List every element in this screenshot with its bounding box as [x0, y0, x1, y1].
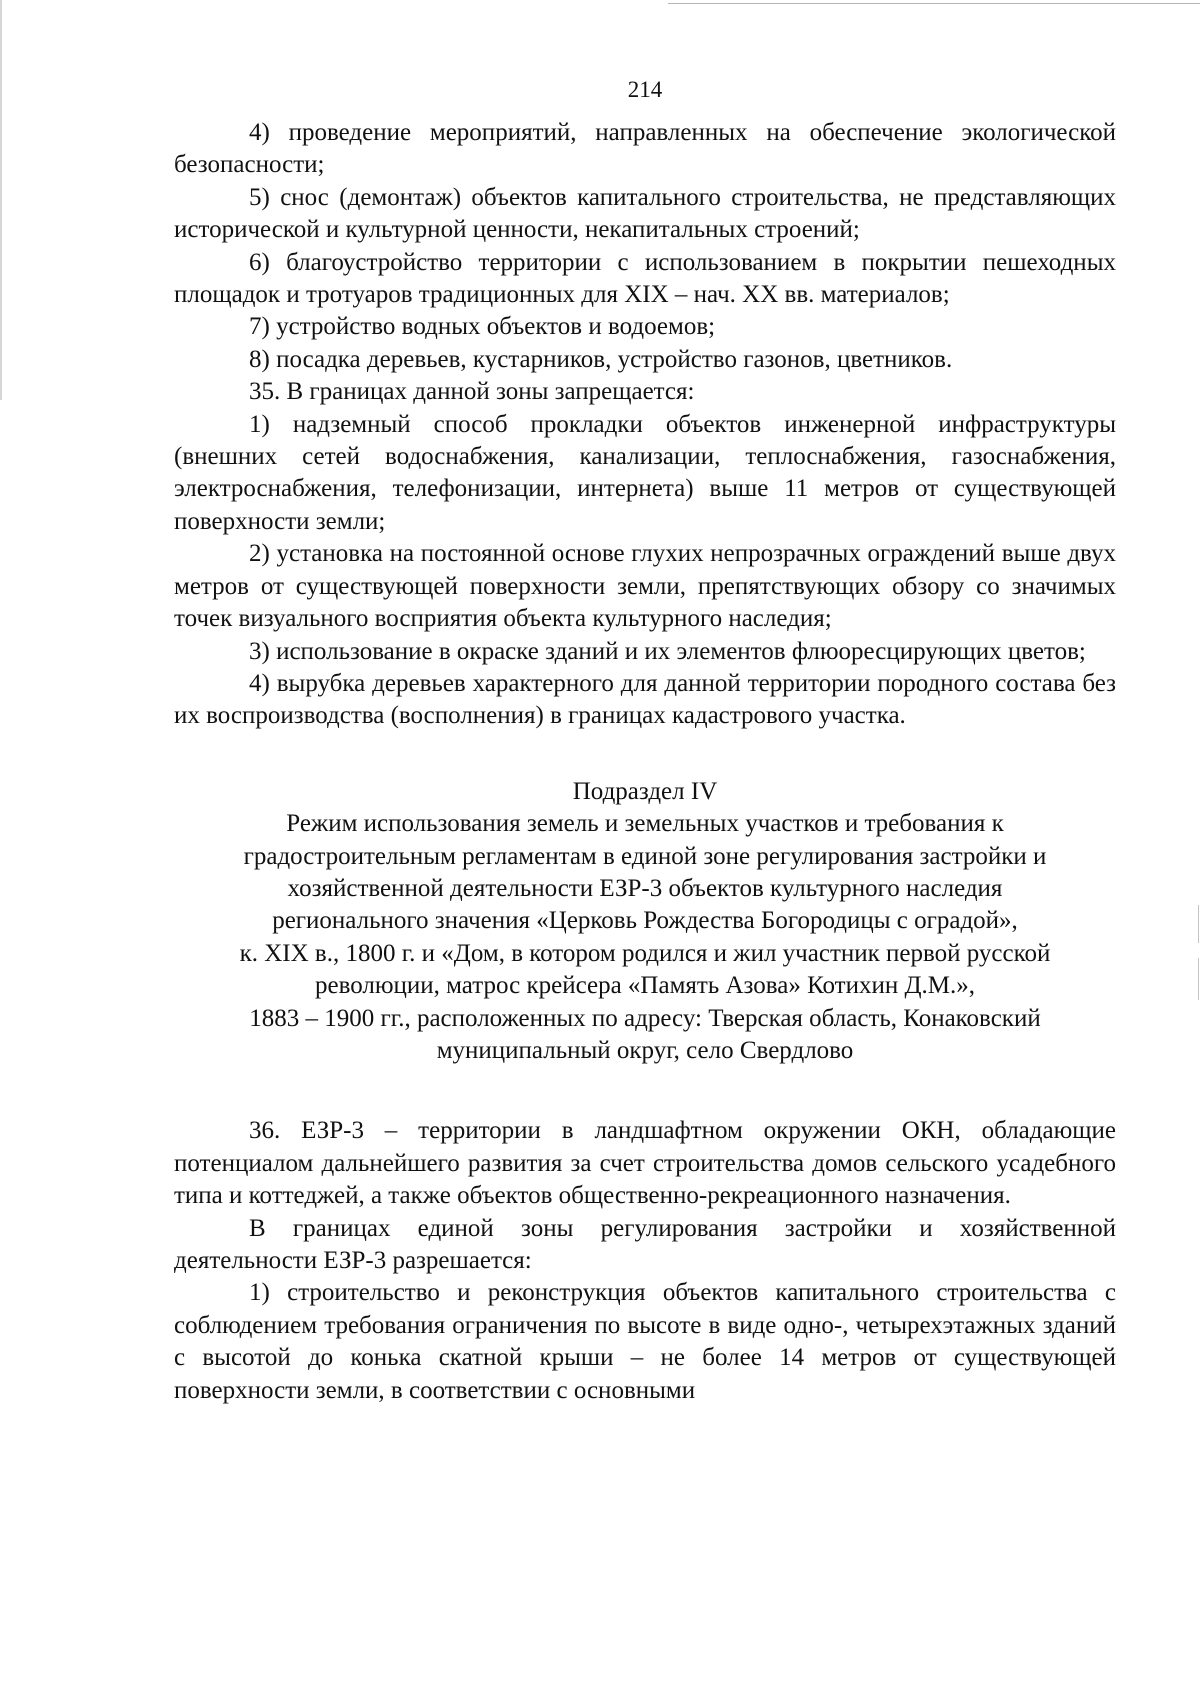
list-item: 4) проведение мероприятий, направленных на обеспечение экологической безопасности; — [174, 119, 1116, 179]
list-item: 7) устройство водных объектов и водоемов; — [249, 313, 716, 341]
subsection-title-line: градостроительным регламентам в единой зоне регулирования застройки и — [243, 842, 1047, 870]
scan-top-rule — [668, 3, 1200, 4]
subsection-title-line: хозяйственной деятельности ЕЗР-3 объектов культурного наследия — [287, 874, 1003, 902]
subsection-title-line: Режим использования земель и земельных участков и требования к — [286, 810, 1004, 838]
scan-right-mark — [1198, 905, 1199, 943]
list-item: 2) установка на постоянной основе глухих непрозрачных ограждений выше двух метров от существующей поверхности земли, препятствующих обзору со значимых точек визуального восприятия объекта культурного наследия; — [174, 540, 1116, 633]
list-item: 6) благоустройство территории с использованием в покрытии пешеходных площадок и тротуаров традиционных для XIX – нач. XX вв. материалов; — [174, 248, 1116, 309]
allowed-intro: В границах единой зоны регулирования застройки и хозяйственной деятельности ЕЗР-3 разрешается: — [174, 1214, 1116, 1274]
list-item: 4) вырубка деревьев характерного для данной территории породного состава без их воспроизводства (восполнения) в границах кадастрового участка. — [174, 669, 1116, 730]
subsection-title-line: муниципальный округ, село Свердлово — [436, 1036, 854, 1064]
list-item: 5) снос (демонтаж) объектов капитального строительства, не представляющих исторической и культурной ценности, некапитальных строений; — [174, 183, 1116, 244]
page-number: 214 — [627, 77, 663, 102]
subsection-heading — [174, 776, 1116, 1068]
subsection-title-line: регионального значения «Церковь Рождества Богородицы с оградой», — [272, 907, 1018, 935]
section-36-paragraph: 36. ЕЗР-3 – территории в ландшафтном окружении ОКН, обладающие потенциалом дальнейшего развития за счет строительства домов сельского усадебного типа и коттеджей, а также объектов общественно-рекреационного назначения. — [174, 1117, 1116, 1210]
scan-left-edge — [0, 0, 2, 400]
document-body — [174, 117, 1116, 1407]
list-item: 1) строительство и реконструкция объектов капитального строительства с соблюдением требования ограничения по высоте в виде одно-, четырехэтажных зданий с высотой до конька скатной крыши – не более 14 метров от существующей поверхности земли, в соответствии с основными — [174, 1279, 1116, 1404]
subsection-title-line: 1883 – 1900 гг., расположенных по адресу: Тверская область, Конаковский — [249, 1004, 1041, 1032]
scan-right-mark — [1198, 958, 1199, 1000]
subsection-title-line: к. XIX в., 1800 г. и «Дом, в котором родился и жил участник первой русской — [239, 939, 1051, 967]
list-item: 3) использование в окраске зданий и их элементов флюоресцирующих цветов; — [249, 637, 1086, 665]
subsection-title-line: революции, матрос крейсера «Память Азова» Котихин Д.М.», — [314, 972, 976, 1000]
list-item: 8) посадка деревьев, кустарников, устройство газонов, цветников. — [249, 345, 953, 373]
subsection-label: Подраздел IV — [572, 777, 718, 805]
section-35-intro: 35. В границах данной зоны запрещается: — [249, 378, 695, 406]
list-item: 1) надземный способ прокладки объектов инженерной инфраструктуры (внешних сетей водоснабжения, канализации, теплоснабжения, газоснабжения, электроснабжения, телефонизации, интернета) выше 11 метров от существующей поверхности земли; — [174, 410, 1116, 535]
